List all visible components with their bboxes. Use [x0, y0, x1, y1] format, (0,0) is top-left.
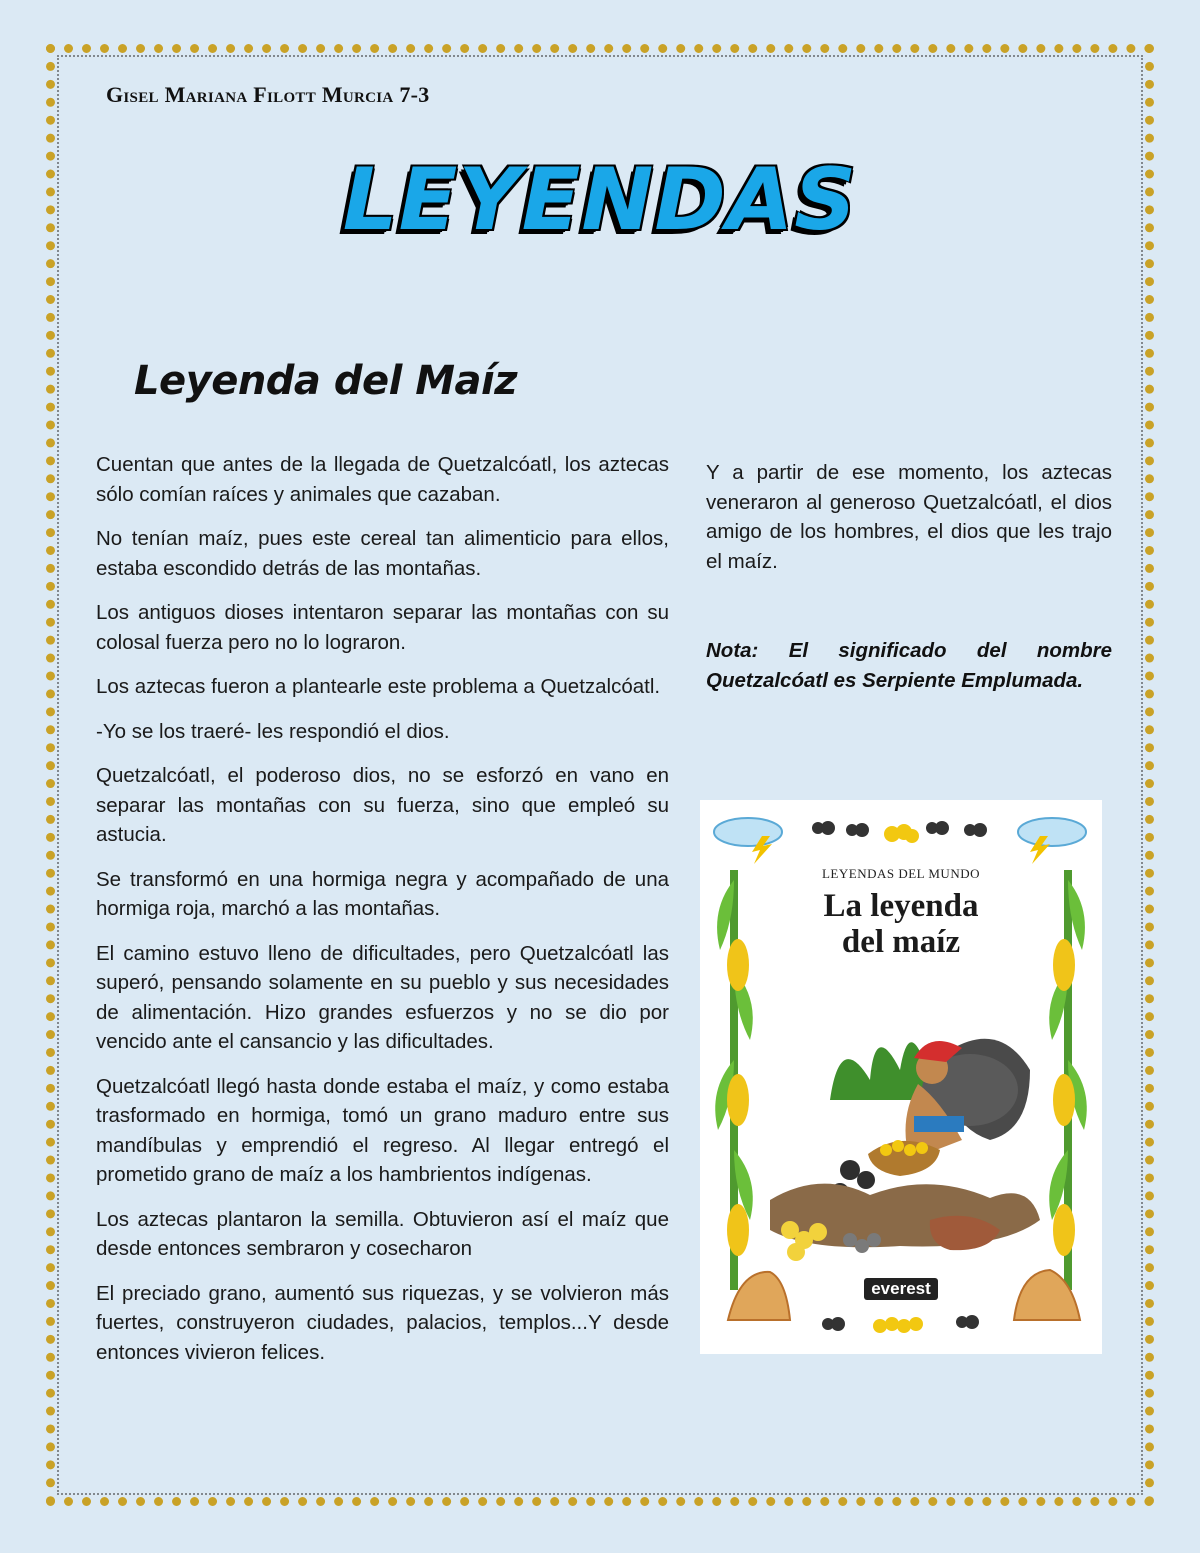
book-title-line2: del maíz	[841, 924, 961, 960]
paragraph: Los aztecas fueron a plantearle este problema a Quetzalcóatl.	[96, 675, 661, 698]
story-column-right	[706, 458, 1112, 576]
book-title-line1: La leyenda	[823, 888, 979, 924]
author-name: Gisel Mariana Filott Murcia 7-3	[106, 82, 430, 107]
paragraph: Quetzalcóatl, el poderoso dios, no se esforzó en vano en separar las montañas con su fuerza, sino que empleó su astucia.	[96, 764, 669, 846]
publisher-logo: everest	[864, 1278, 938, 1300]
book-cover-image	[700, 800, 1102, 1354]
section-title: Leyenda del Maíz	[134, 358, 518, 404]
book-series-label: LEYENDAS DEL MUNDO	[821, 866, 980, 881]
paragraph: Los aztecas plantaron la semilla. Obtuvieron así el maíz que desde entonces sembraron y cosecharon	[96, 1207, 669, 1260]
paragraph: Se transformó en una hormiga negra y acompañado de una hormiga roja, marchó a las montañas.	[96, 867, 669, 920]
paragraph: -Yo se los traeré- les respondió el dios.	[96, 719, 450, 743]
page-title: LEYENDAS	[342, 150, 858, 250]
paragraph: El camino estuvo lleno de dificultades, pero Quetzalcóatl las superó, pensando solamente en su pueblo y sus necesidades de alimentación. Hizo grandes esfuerzos y no se dio por vencido ante el cansancio y las dificultades.	[96, 941, 669, 1053]
paragraph: Cuentan que antes de la llegada de Quetzalcóatl, los aztecas sólo comían raíces y animales que cazaban.	[96, 453, 669, 506]
book-cover-illustration	[700, 800, 1102, 1354]
paragraph: No tenían maíz, pues este cereal tan alimenticio para ellos, estaba escondido detrás de las montañas.	[96, 527, 669, 580]
paragraph: Los antiguos dioses intentaron separar las montañas con su colosal fuerza pero no lo lograron.	[96, 601, 669, 654]
paragraph: Quetzalcóatl llegó hasta donde estaba el maíz, y como estaba trasformado en hormiga, tomó un grano maduro entre sus mandíbulas y emprendió el regreso. Al llegar entregó el prometido grano de maíz a los hambrientos indígenas.	[96, 1074, 669, 1186]
paragraph: El preciado grano, aumentó sus riquezas, y se volvieron más fuertes, construyeron ciudades, palacios, templos...Y desde entonces vivieron felices.	[96, 1281, 669, 1364]
paragraph: Y a partir de ese momento, los aztecas veneraron al generoso Quetzalcóatl, el dios amigo de los hombres, el dios que les trajo el maíz.	[706, 461, 1112, 573]
story-column-left	[96, 450, 669, 1382]
note-text: Nota: El significado del nombre Quetzalcóatl es Serpiente Emplumada.	[706, 639, 1112, 692]
